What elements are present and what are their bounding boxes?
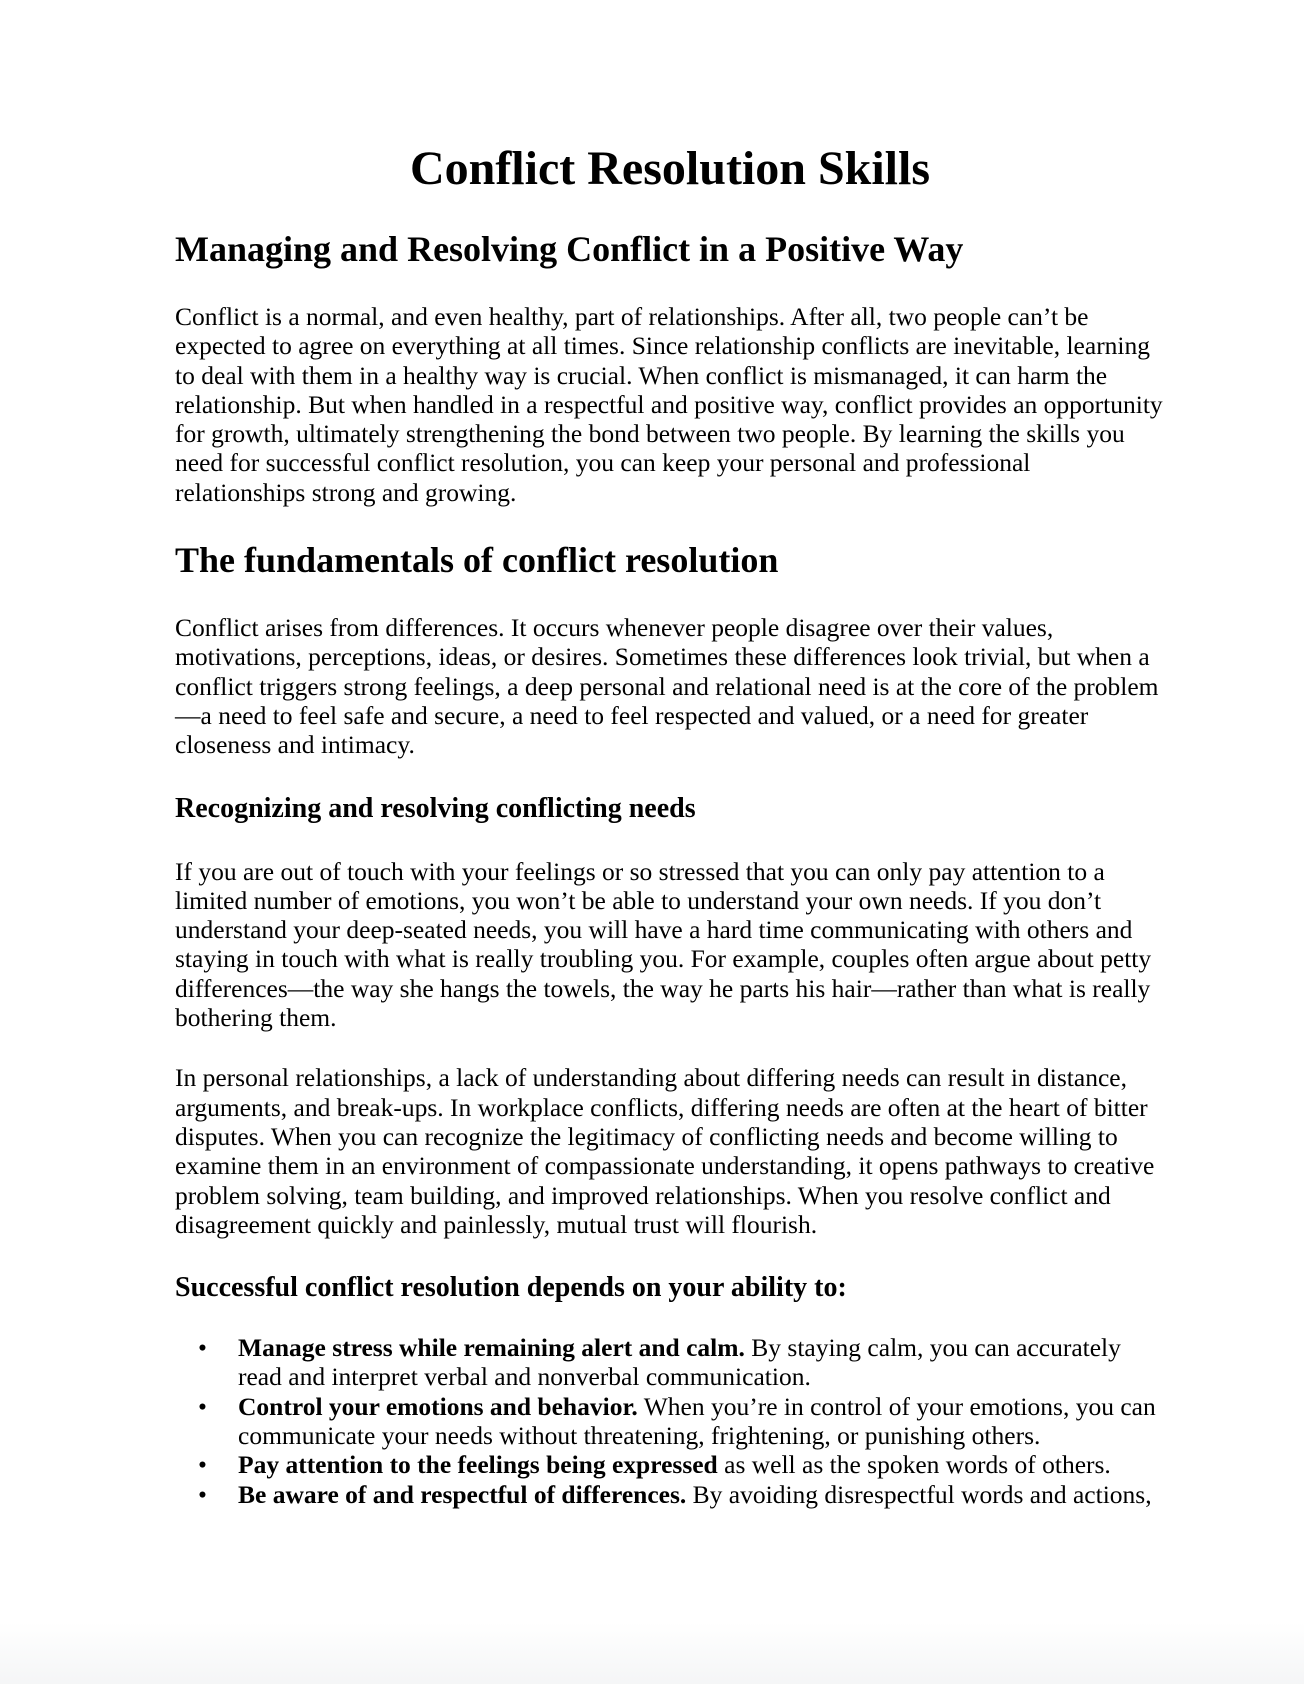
- list-item-rest: When you’re in control of your emotions, you can communicate your needs without threatening, frightening, or punishing others.: [238, 1391, 1156, 1451]
- bullet-icon: •: [198, 1479, 207, 1509]
- document-title: Conflict Resolution Skills: [409, 142, 931, 195]
- bullet-icon: •: [198, 1391, 207, 1421]
- page-bottom-shadow: [0, 1622, 1304, 1684]
- paragraph-intro: Conflict is a normal, and even healthy, part of relationships. After all, two people can’t be expected to agree on everything at all times. Since relationship conflicts are inevitable, learning to deal with them in a healthy way is crucial. When conflict is mismanaged, it can harm the relationship. But when handled in a respectful and positive way, conflict provides an opportunity for growth, ultimately strengthening the bond between two people. By learning the skills you need for successful conflict resolution, you can keep your personal and professional relationships strong and growing.: [175, 302, 1163, 507]
- list-item-lead: Control your emotions and behavior.: [238, 1391, 638, 1421]
- heading-successful-resolution: Successful conflict resolution depends on your ability to:: [175, 1272, 847, 1304]
- list-item-be-aware: [175, 1480, 1165, 1509]
- list-item-rest: By avoiding disrespectful words and actions,: [686, 1479, 1152, 1509]
- heading-managing-and-resolving: Managing and Resolving Conflict in a Positive Way: [175, 229, 964, 269]
- paragraph-fundamentals: Conflict arises from differences. It occurs whenever people disagree over their values, motivations, perceptions, ideas, or desires. Sometimes these differences look trivial, but when a conflict triggers strong feelings, a deep personal and relational need is at the core of the problem—a need to feel safe and secure, a need to feel respected and valued, or a need for greater closeness and intimacy.: [175, 613, 1159, 760]
- paragraph-recognizing-1: If you are out of touch with your feelings or so stressed that you can only pay attention to a limited number of emotions, you won’t be able to understand your own needs. If you don’t understand your deep-seated needs, you will have a hard time communicating with others and staying in touch with what is really troubling you. For example, couples often argue about petty differences—the way she hangs the towels, the way he parts his hair—rather than what is really bothering them.: [175, 856, 1152, 1033]
- heading-fundamentals: The fundamentals of conflict resolution: [175, 540, 779, 581]
- list-item-rest: By staying calm, you can accurately read and interpret verbal and nonverbal communication.: [238, 1333, 1121, 1392]
- list-item-lead: Be aware of and respectful of differences.: [238, 1479, 687, 1509]
- ability-list: [175, 1333, 1165, 1509]
- list-item-lead: Manage stress while remaining alert and calm.: [238, 1333, 745, 1363]
- list-item-control-emotions: [175, 1392, 1165, 1451]
- list-item-pay-attention: [175, 1450, 1165, 1479]
- heading-recognizing-needs: Recognizing and resolving conflicting needs: [175, 792, 696, 824]
- bullet-icon: •: [198, 1450, 207, 1480]
- bullet-icon: •: [198, 1333, 207, 1363]
- list-item-manage-stress: [175, 1333, 1165, 1392]
- list-item-rest: as well as the spoken words of others.: [717, 1450, 1111, 1480]
- document-content: [175, 0, 1165, 1509]
- list-item-lead: Pay attention to the feelings being expressed: [238, 1450, 718, 1480]
- paragraph-recognizing-2: In personal relationships, a lack of understanding about differing needs can result in distance, arguments, and break-ups. In workplace conflicts, differing needs are often at the heart of bitter disputes. When you can recognize the legitimacy of conflicting needs and become willing to examine them in an environment of compassionate understanding, it opens pathways to creative problem solving, team building, and improved relationships. When you resolve conflict and disagreement quickly and painlessly, mutual trust will flourish.: [175, 1063, 1155, 1239]
